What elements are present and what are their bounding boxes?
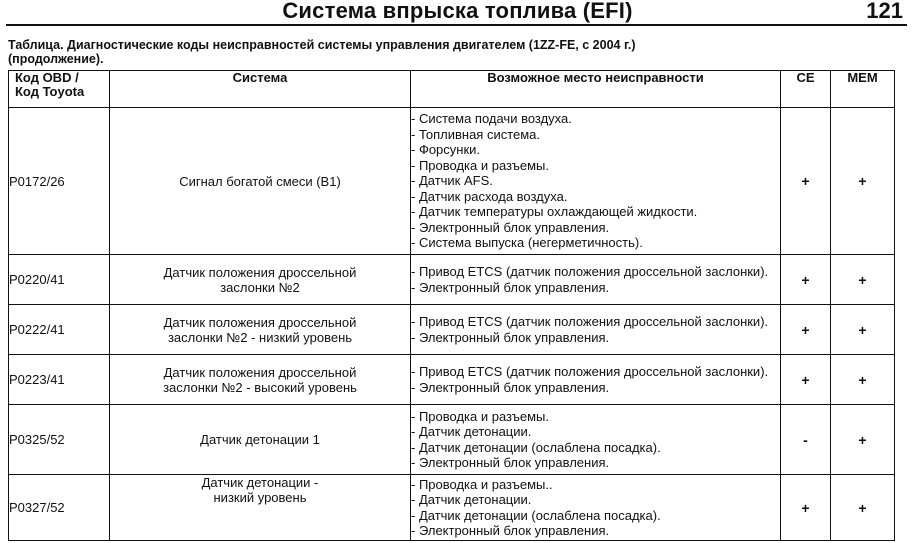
cell-system-line1: Датчик детонации 1 [200,432,320,447]
cell-code: P0172/26 [9,108,110,255]
cell-system [110,475,411,541]
column-header-system: Система [110,71,411,108]
cell-system-line1: Датчик положения дроссельной [163,314,357,330]
fault-item: - Привод ETCS (датчик положения дроссельной заслонки). [411,264,769,279]
cell-code: P0327/52 [9,475,110,541]
cell-system-line1: Датчик детонации - [201,475,319,490]
table-row [9,305,895,355]
cell-system-line1: Датчик положения дроссельной [163,364,357,380]
fault-item: - Датчик детонации (ослаблена посадка). [411,507,661,523]
table-row [9,355,895,405]
table-row [9,108,895,255]
cell-code: P0223/41 [9,355,110,405]
cell-ce-flag: + [781,108,831,255]
fault-item: - Датчик детонации (ослаблена посадка). [411,439,661,455]
column-header-mem: MEM [831,71,895,108]
cell-system-line1: Датчик положения дроссельной [163,264,357,280]
cell-faults [411,305,781,355]
cell-code: P0222/41 [9,305,110,355]
column-header-ce: CE [781,71,831,108]
table-caption-line2: (продолжение). [8,52,104,66]
fault-item: - Привод ETCS (датчик положения дроссельной заслонки). [411,364,769,379]
fault-item: - Датчик расхода воздуха. [411,188,568,204]
fault-item: - Электронный блок управления. [411,455,610,470]
column-header-code-line2: Код Toyota [15,84,85,99]
cell-faults [411,475,781,541]
table-body [9,108,895,541]
fault-item: - Электронный блок управления. [411,219,610,235]
fault-item: - Электронный блок управления. [411,329,610,345]
cell-system-line2: заслонки №2 - высокий уровень [163,379,357,395]
fault-item: - Форсунки. [411,142,481,158]
fault-item: - Датчик детонации. [411,492,532,507]
cell-mem-flag: + [831,255,895,305]
cell-code: P0220/41 [9,255,110,305]
cell-system-line1: Сигнал богатой смеси (B1) [179,173,341,189]
fault-item: - Привод ETCS (датчик положения дроссельной заслонки). [411,314,769,329]
fault-item: - Проводка и разъемы. [411,408,549,424]
fault-item: - Датчик температуры охлаждающей жидкости. [411,204,698,220]
table-caption [8,38,898,66]
fault-item: - Проводка и разъемы.. [411,476,553,492]
cell-faults [411,355,781,405]
fault-item: - Электронный блок управления. [411,523,610,538]
cell-faults [411,108,781,255]
fault-item: - Система выпуска (негерметичность). [411,235,643,251]
cell-system [110,255,411,305]
cell-faults [411,405,781,475]
fault-item: - Топливная система. [411,126,541,142]
fault-item: - Датчик детонации. [411,424,532,439]
column-header-code [9,71,110,108]
cell-system [110,108,411,255]
cell-ce-flag: + [781,355,831,405]
cell-ce-flag: + [781,305,831,355]
page-header [0,0,915,26]
table-caption-line1: Таблица. Диагностические коды неисправностей системы управления двигателем (1ZZ-FE, с 2004 г.) [8,38,636,52]
fault-item: - Система подачи воздуха. [411,111,572,127]
fault-item: - Датчик AFS. [411,173,493,189]
table-row [9,255,895,305]
cell-mem-flag: + [831,355,895,405]
column-header-code-line1: Код OBD / [15,70,79,85]
table-header-row [9,71,895,108]
cell-system [110,355,411,405]
table-row [9,475,895,541]
table-row [9,405,895,475]
cell-system [110,405,411,475]
cell-system-line2: заслонки №2 [220,279,300,295]
cell-mem-flag: + [831,305,895,355]
fault-item: - Проводка и разъемы. [411,157,549,173]
header-rule [6,24,907,26]
cell-code: P0325/52 [9,405,110,475]
cell-ce-flag: - [781,405,831,475]
cell-mem-flag: + [831,108,895,255]
cell-mem-flag: + [831,405,895,475]
fault-item: - Электронный блок управления. [411,379,610,395]
cell-system-line2: заслонки №2 - низкий уровень [167,329,353,345]
page-title: Система впрыска топлива (EFI) [282,0,633,23]
cell-ce-flag: + [781,475,831,541]
cell-ce-flag: + [781,255,831,305]
cell-system-line2: низкий уровень [213,490,307,505]
diagnostic-codes-table [8,70,895,541]
cell-system [110,305,411,355]
cell-mem-flag: + [831,475,895,541]
cell-faults [411,255,781,305]
fault-item: - Электронный блок управления. [411,279,610,295]
page-number: 121 [866,0,903,23]
column-header-faults: Возможное место неисправности [411,71,781,108]
